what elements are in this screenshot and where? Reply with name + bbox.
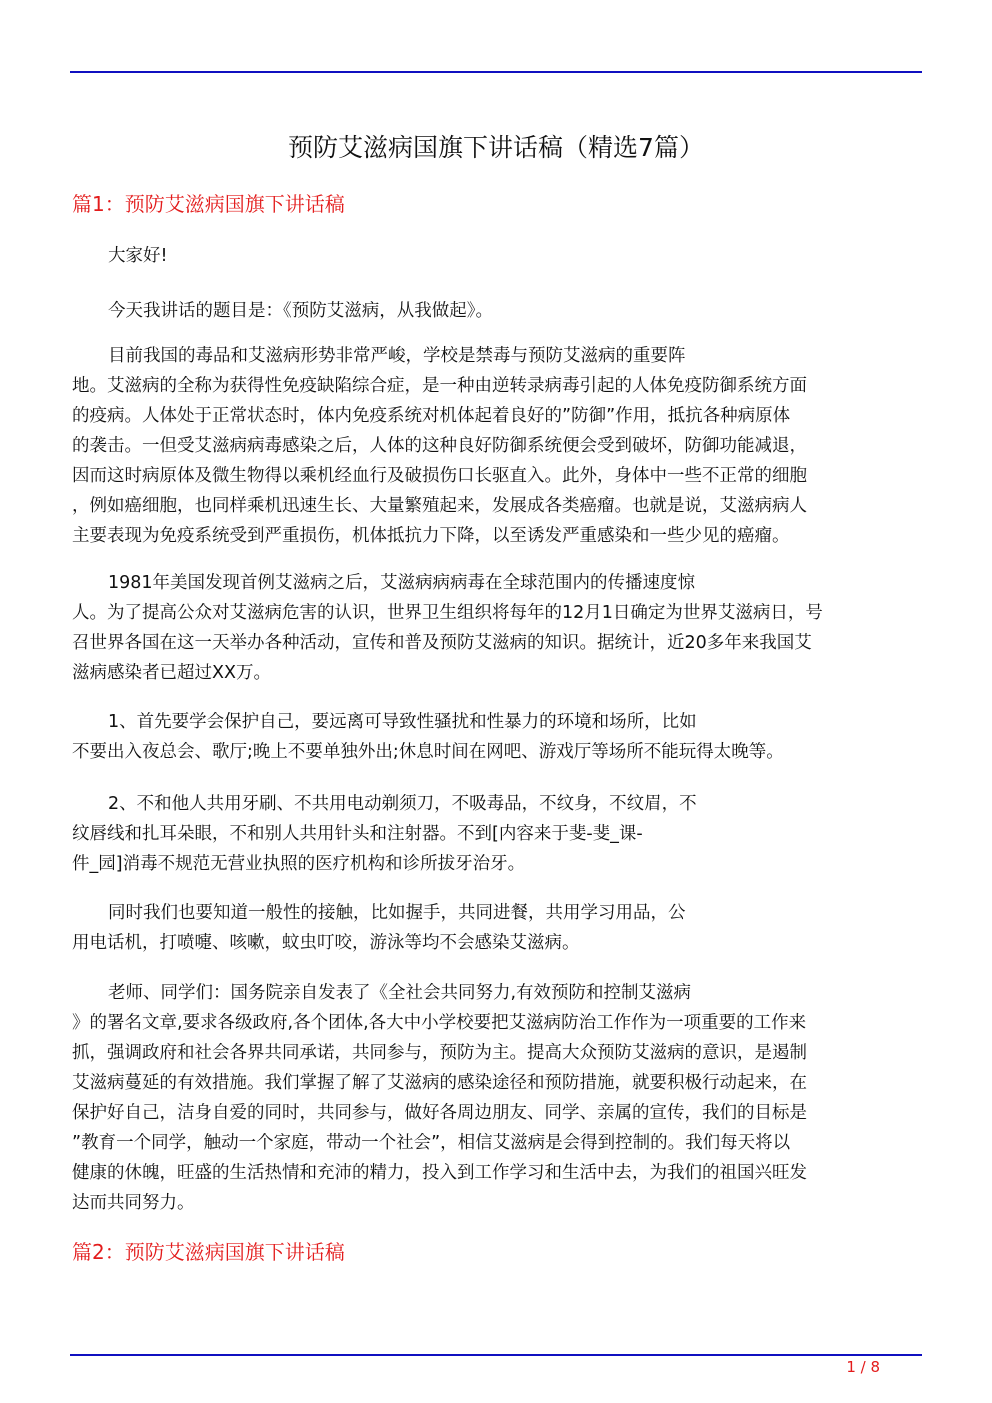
text-line: 抓，强调政府和社会各界共同承诺，共同参与，预防为主。提高大众预防艾滋病的意识，是遏制 [72,1043,807,1063]
text-line: 》的署名文章,要求各级政府,各个团体,各大中小学校要把艾滋病防治工作作为一项重要的工作来 [72,1013,807,1033]
paragraph [72,341,922,551]
text-line: 地。艾滋病的全称为获得性免疫缺陷综合症，是一种由逆转录病毒引起的人体免疫防御系统方面 [72,376,807,396]
text-line: 老师、同学们：国务院亲自发表了《全社会共同努力,有效预防和控制艾滋病 [108,983,692,1003]
text-line: ，例如癌细胞，也同样乘机迅速生长、大量繁殖起来，发展成各类癌瘤。也就是说，艾滋病病人 [72,496,807,516]
text-line: 不要出入夜总会、歌厅;晚上不要单独外出;休息时间在网吧、游戏厅等场所不能玩得太晚等。 [72,742,784,762]
paragraph [72,296,922,326]
text-line: 艾滋病蔓延的有效措施。我们掌握了解了艾滋病的感染途径和预防措施，就要积极行动起来，在 [72,1073,807,1093]
paragraph [72,707,922,767]
text-line: 的袭击。一但受艾滋病病毒感染之后，人体的这种良好防御系统便会受到破坏，防御功能减退， [72,436,807,456]
text-line: 今天我讲话的题目是：《预防艾滋病，从我做起》。 [108,301,493,321]
text-line: 召世界各国在这一天举办各种活动，宣传和普及预防艾滋病的知识。据统计，近20多年来我国艾 [72,633,812,653]
text-line: 达而共同努力。 [72,1193,195,1213]
text-line: 人。为了提高公众对艾滋病危害的认识，世界卫生组织将每年的12月1日确定为世界艾滋病日，号 [72,603,823,623]
page-number: 1 / 8 [846,1358,880,1376]
text-line: 1981年美国发现首例艾滋病之后，艾滋病病病毒在全球范围内的传播速度惊 [108,573,696,593]
text-line: 用电话机，打喷嚏、咳嗽，蚊虫叮咬，游泳等均不会感染艾滋病。 [72,933,580,953]
section-heading: 篇2：预防艾滋病国旗下讲话稿 [72,1240,345,1264]
document-title: 预防艾滋病国旗下讲话稿（精选7篇） [288,133,704,162]
text-line: 2、不和他人共用牙刷、不共用电动剃须刀，不吸毒品，不纹身，不纹眉，不 [108,794,697,814]
paragraph [72,898,922,958]
section-heading: 篇1：预防艾滋病国旗下讲话稿 [72,192,345,216]
paragraph [72,789,922,879]
text-line: 件_园]消毒不规范无营业执照的医疗机构和诊所拔牙治牙。 [72,854,526,874]
text-line: 滋病感染者已超过XX万。 [72,663,271,683]
text-line: 同时我们也要知道一般性的接触，比如握手，共同进餐，共用学习用品，公 [108,903,686,923]
paragraph [72,978,922,1218]
paragraph [72,241,922,271]
text-line: ”教育一个同学，触动一个家庭，带动一个社会”，相信艾滋病是会得到控制的。我们每天将以 [72,1133,791,1153]
text-line: 因而这时病原体及微生物得以乘机经血行及破损伤口长驱直入。此外，身体中一些不正常的细胞 [72,466,807,486]
text-line: 主要表现为免疫系统受到严重损伤，机体抵抗力下降，以至诱发严重感染和一些少见的癌瘤。 [72,526,790,546]
header-rule [70,71,922,73]
text-line: 的疫病。人体处于正常状态时，体内免疫系统对机体起着良好的”防御”作用，抵抗各种病原体 [72,406,791,426]
text-line: 目前我国的毒品和艾滋病形势非常严峻，学校是禁毒与预防艾滋病的重要阵 [108,346,686,366]
text-line: 纹唇线和扎耳朵眼，不和别人共用针头和注射器。不到[内容来于斐-斐_课- [72,824,643,844]
footer-rule [70,1354,922,1356]
text-line: 健康的休魄，旺盛的生活热情和充沛的精力，投入到工作学习和生活中去，为我们的祖国兴旺发 [72,1163,807,1183]
text-line: 1、首先要学会保护自己，要远离可导致性骚扰和性暴力的环境和场所，比如 [108,712,697,732]
text-line: 大家好! [108,246,168,266]
paragraph [72,568,922,688]
text-line: 保护好自己，洁身自爱的同时，共同参与，做好各周边朋友、同学、亲属的宣传，我们的目标是 [72,1103,807,1123]
